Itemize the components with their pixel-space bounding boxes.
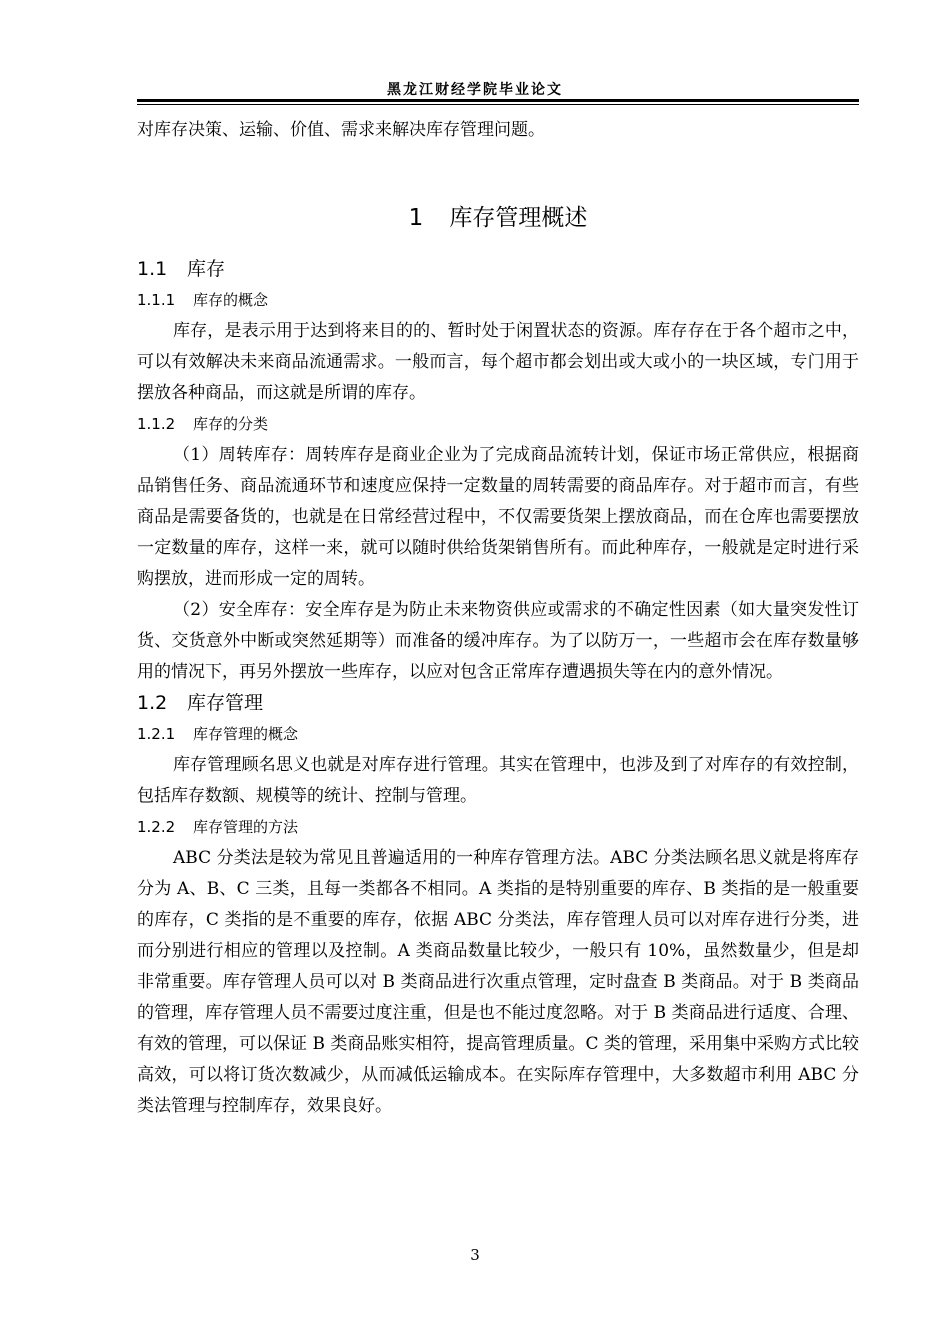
paragraph-safety-stock: （2）安全库存：安全库存是为防止未来物资供应或需求的不确定性因素（如大量突发性订货、交货意外中断或突然延期等）而准备的缓冲库存。为了以防万一，一些超市会在库存数量够用的情况下，再另外摆放一些库存，以应对包含正常库存遭遇损失等在内的意外情况。 — [137, 600, 859, 682]
header-rule-thick — [137, 99, 859, 102]
paragraph-abc-method: ABC 分类法是较为常见且普遍适用的一种库存管理方法。ABC 分类法顾名思义就是将库存分为 A、B、C 三类，且每一类都各不相同。A 类指的是特别重要的库存、B 类指的是一般重要的库存，C 类指的是不重要的库存，依据 ABC 分类法，库存管理人员可以对库存进行分类，进而分别进行相应的管理以及控制。A 类商品数量比较少，一般只有 10%，虽然数量少，但是却非常重要。库存管理人员可以对 B 类商品进行次重点管理，定时盘查 B 类商品。对于 B 类商品的管理，库存管理人员不需要过度注重，但是也不能过度忽略。对于 B 类商品进行适度、合理、有效的管理，可以保证 B 类商品账实相符，提高管理质量。C 类的管理，采用集中采购方式比较高效，可以将订货次数减少，从而减低运输成本。在实际库存管理中，大多数超市利用 ABC 分类法管理与控制库存，效果良好。 — [137, 848, 859, 1116]
section-number: 1.2 — [137, 692, 168, 714]
intro-paragraph: 对库存决策、运输、价值、需求来解决库存管理问题。 — [137, 120, 545, 140]
page-body — [137, 115, 859, 1122]
paragraph-management-concept: 库存管理顾名思义也就是对库存进行管理。其实在管理中，也涉及到了对库存的有效控制，包括库存数额、规模等的统计、控制与管理。 — [137, 755, 859, 806]
subsection-heading-1-1-1 — [137, 285, 859, 316]
subsection-title: 库存的概念 — [193, 291, 269, 309]
chapter-number: 1 — [408, 205, 424, 231]
subsection-heading-1-1-2 — [137, 409, 859, 440]
chapter-title-text: 库存管理概述 — [449, 205, 588, 231]
section-number: 1.1 — [137, 258, 168, 280]
section-title: 库存 — [187, 258, 226, 280]
page-number: 3 — [470, 1246, 480, 1264]
subsection-number: 1.2.1 — [137, 725, 176, 743]
section-title: 库存管理 — [187, 692, 264, 714]
subsection-title: 库存管理的概念 — [193, 725, 299, 743]
subsection-number: 1.2.2 — [137, 818, 176, 836]
subsection-title: 库存的分类 — [193, 415, 269, 433]
paragraph-cycle-stock: （1）周转库存：周转库存是商业企业为了完成商品流转计划，保证市场正常供应，根据商品销售任务、商品流通环节和速度应保持一定数量的周转需要的商品库存。对于超市而言，有些商品是需要备货的，也就是在日常经营过程中，不仅需要货架上摆放商品，而在仓库也需要摆放一定数量的库存，这样一来，就可以随时供给货架销售所有。而此种库存，一般就是定时进行采购摆放，进而形成一定的周转。 — [137, 445, 859, 589]
section-heading-1-1 — [137, 254, 859, 285]
section-heading-1-2 — [137, 688, 859, 719]
subsection-heading-1-2-1 — [137, 719, 859, 750]
chapter-title — [137, 198, 859, 238]
subsection-title: 库存管理的方法 — [193, 818, 299, 836]
subsection-number: 1.1.1 — [137, 291, 176, 309]
subsection-number: 1.1.2 — [137, 415, 176, 433]
subsection-heading-1-2-2 — [137, 812, 859, 843]
paragraph-inventory-concept: 库存，是表示用于达到将来目的的、暂时处于闲置状态的资源。库存存在于各个超市之中，可以有效解决未来商品流通需求。一般而言，每个超市都会划出或大或小的一块区域，专门用于摆放各种商品，而这就是所谓的库存。 — [137, 321, 859, 403]
header-rule-thin — [137, 104, 859, 105]
running-header-title: 黑龙江财经学院毕业论文 — [387, 82, 563, 98]
